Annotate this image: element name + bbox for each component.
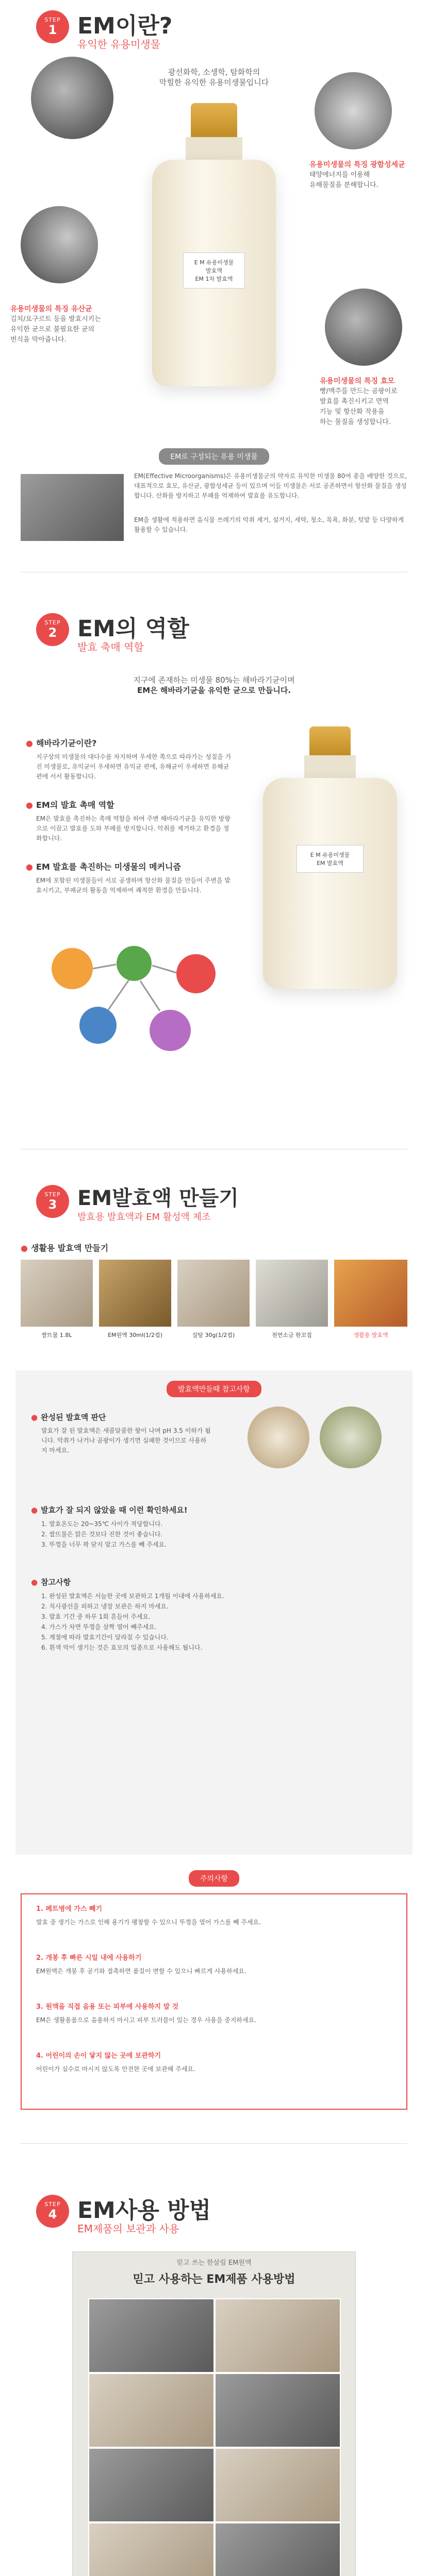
tips-pill-wrap [0,1381,428,1397]
composition-text-2: EM을 생활에 적용하면 음식물 쓰레기의 악취 제거, 설거지, 세탁, 청소, 목욕, 화분, 텃밭 등 다양하게 활용할 수 있습니다. [134,516,404,533]
composition-photo [21,474,124,541]
step-label: STEP [44,16,61,23]
note-title: 유용미생물의 특징 광합성세균 [309,161,405,169]
bottle-label [183,252,245,289]
step3-section [0,1175,428,2267]
q3-text: EM에 포함된 미생물들이 서로 공생하며 항산화 물질을 만들어 주변을 발효시키고, 부패균의 활동을 억제하여 쾌적한 환경을 만듭니다. [36,877,231,894]
step4-subtitle: EM제품의 보관과 사용 [77,2223,179,2235]
step-number: 2 [48,625,57,640]
step1-title: EM이란? [77,13,173,39]
frame-title: 믿고 사용하는 EM제품 사용방법 [133,2273,295,2286]
material-caption: EM원액 30ml(1/2컵) [108,1332,162,1338]
q3-heading: ● EM 발효를 촉진하는 미생물의 메커니즘 [26,862,181,872]
note-body: 태양에너지를 이용해 유해물질을 분해합니다. [309,171,378,189]
tip1-heading: ● 완성된 발효액 판단 [31,1413,106,1422]
material-photo [99,1260,171,1327]
bottle-label [297,845,364,873]
step2-title: EM의 역할 [77,616,189,642]
composition-pill: EM로 구성되는 유용 미생물 [159,448,269,465]
material-photo [177,1260,250,1327]
tip2-heading: ● 발효가 잘 되지 않았을 때 이런 확인하세요! [31,1505,188,1515]
intro-line: 지구에 존재하는 미생물 80%는 해바라기균이며 [133,675,295,685]
caution-3-text: EM은 생활용품으로 음용하지 마시고 피부 트러블이 있는 경우 사용을 중지하세요. [36,2016,257,2024]
tip2-text: 1. 발효온도는 20~35℃ 사이가 적당합니다. 2. 쌀뜨물은 맑은 것보다 진한 것이 좋습니다. 3. 뚜껑을 너무 꽉 닫지 말고 가스를 빼 주세요. [41,1520,167,1548]
microbe-photo-1 [31,57,113,139]
step1-badge [36,10,69,43]
bottle-label-line: EM 1차 발효액 [195,276,233,282]
step4-badge [36,2195,69,2228]
step2-badge [36,613,69,646]
caution-pill: 주의사항 [189,1870,239,1887]
materials-heading-text: 생활용 발효액 만들기 [30,1243,109,1253]
note-body: 김치/요구르트 등을 발효시키는 유익한 균으로 불필요한 균의 번식을 막아줍니다. [10,315,101,344]
step4-title: EM사용 방법 [77,2197,211,2224]
material-photo [256,1260,328,1327]
material-caption: 천연소금 한꼬집 [272,1332,312,1338]
failed-photo [320,1406,382,1468]
yeast-note [320,376,423,428]
material-caption: 설탕 30g(1/2컵) [192,1332,235,1338]
step-number: 4 [48,2207,57,2222]
lactic-note [10,304,119,345]
microbe-illustration [31,933,237,1077]
photosynthetic-note [309,160,418,191]
tip3-heading: ● 참고사항 [31,1578,71,1587]
caution-2-text: EM원액은 개봉 후 공기와 접촉하면 품질이 변할 수 있으니 빠르게 사용하세요. [36,1968,246,1975]
bottle-label-line: EM 발효액 [317,860,343,867]
microbe-photo-2 [315,72,392,149]
material-photo [334,1260,407,1327]
step-number: 1 [48,23,57,37]
step-label: STEP [44,2201,61,2208]
material-caption: 생활용 발효액 [353,1332,388,1338]
em-bottle-image [137,103,291,392]
caution-1-heading: 1. 페트병에 가스 빼기 [36,1905,103,1913]
note-body: 빵/맥주를 만드는 곰팡이로 발효를 촉진시키고 면역 기능 및 항산화 작용을 하는 물질을 생성합니다. [320,387,398,426]
bottle-label-line: E M 유용미생물 [194,259,234,266]
caution-2-heading: 2. 개봉 후 빠른 시일 내에 사용하기 [36,1954,142,1962]
material-caption: 쌀뜨물 1.8L [41,1332,72,1338]
intro-line: 막힐한 유익한 유용미생물입니다 [159,78,269,87]
caution-3-heading: 3. 원액을 직접 음용 또는 피부에 사용하지 말 것 [36,2003,179,2011]
tip1-heading-text: 완성된 발효액 판단 [41,1413,106,1422]
step4-section [0,2184,428,2576]
fermented-photo [248,1406,309,1468]
bottle-label-line: E M 유용미생물 [310,852,350,858]
q1-text: 지구상의 미생물의 대다수를 차지하며 우세한 쪽으로 따라가는 성질을 가진 미생물로, 유익균이 우세하면 유익균 편에, 유해균이 우세하면 유해균 편에 서서 활동합니다. [36,753,232,780]
microbe-photo-4 [325,289,402,366]
em-bottle-image-2 [248,726,413,994]
usage-photo-grid [88,2298,341,2576]
usage-frame [72,2251,356,2576]
step1-subtitle: 유익한 유용미생물 [77,38,160,50]
step3-title: EM발효액 만들기 [77,1187,239,1210]
step1-section [0,0,428,598]
material-photo [21,1260,93,1327]
tip1-text: 발효가 잘 된 발효액은 새콤달콤한 향이 나며 pH 3.5 이하가 됩니다. 악취가 나거나 곰팡이가 생기면 실패한 것이므로 사용하지 마세요. [41,1427,211,1454]
q1-heading: ● 해바라기균이란? [26,738,97,748]
materials-heading: ● 생활용 발효액 만들기 [21,1243,109,1253]
note-title: 유용미생물의 특징 효모 [320,377,394,385]
caution-4-heading: 4. 어린이의 손이 닿지 않는 곳에 보관하기 [36,2052,161,2060]
composition-text: EM(Effective Microorganisms)은 유용미생물군의 약자로 유익한 미생물 80여 종을 배양한 것으로, 대표적으로 효모, 유산균, 광합성세균 등이 있으며 이들 미생물은 서로 공존하면서 항산화 물질을 생성합니다. 산화를 방지하고 부패를 억제하여 발효를 유도합니다. [134,472,407,499]
frame-top-text: 믿고 쓰는 한살림 EM원액 [176,2259,252,2267]
intro-line: 광선화학, 소생학, 탐화학의 [168,67,260,77]
caution-4-text: 어린이가 실수로 마시지 않도록 안전한 곳에 보관해 주세요. [36,2065,195,2073]
step3-subtitle: 발효용 발효액과 EM 활성액 제조 [77,1212,211,1223]
step-number: 3 [48,1197,57,1212]
composition-pill-wrap [0,448,428,465]
step-label: STEP [44,1191,61,1198]
q1-heading-text: 해바라기균이란? [36,738,97,748]
step2-subtitle: 발효 축매 역할 [77,641,144,653]
step1-intro [155,67,273,88]
q2-heading-text: EM의 발효 촉매 역할 [36,800,114,810]
step2-section [0,603,428,1164]
microbe-photo-3 [21,206,98,283]
step3-badge [36,1185,69,1218]
tip3-text: 1. 완성된 발효액은 서늘한 곳에 보관하고 1개월 이내에 사용하세요. 2. 직사광선을 피하고 냉장 보관은 하지 마세요. 3. 발효 기간 중 하루 1회 흔들어 주세요. 4. 가스가 차면 뚜껑을 살짝 열어 빼주세요. 5. 계절에 따라 발효기간이 달라질 수 있습니다. 6. 흰색 막이 생기는 것은 효모의 일종으로 사용해도 됩니다. [41,1592,224,1651]
caution-1-text: 발효 중 생기는 가스로 인해 용기가 팽창할 수 있으니 뚜껑을 열어 가스를 빼 주세요. [36,1919,261,1926]
divider [21,2143,407,2144]
materials-row [21,1260,407,1347]
caution-pill-wrap [0,1870,428,1887]
q3-heading-text: EM 발효를 촉진하는 미생물의 메커니즘 [36,862,181,872]
tip3-heading-text: 참고사항 [41,1578,71,1587]
note-title: 유용미생물의 특징 유산균 [10,305,92,313]
bottle-label-line: 발효액 [206,267,222,274]
tips-pill: 발효액만들때 참고사항 [167,1381,261,1397]
q2-heading: ● EM의 발효 촉매 역할 [26,800,114,810]
step-label: STEP [44,619,61,626]
step2-intro [93,675,335,696]
q2-text: EM은 발효를 촉진하는 촉매 역할을 하여 주변 해바라기균을 유익한 방향으로 이끌고 발효를 도와 부패를 방지합니다. 악취를 제거하고 환경을 정화합니다. [36,815,231,842]
intro-line: EM은 해바라기균을 유익한 균으로 만듭니다. [137,686,291,695]
tip2-heading-text: 발효가 잘 되지 않았을 때 이런 확인하세요! [41,1505,188,1515]
